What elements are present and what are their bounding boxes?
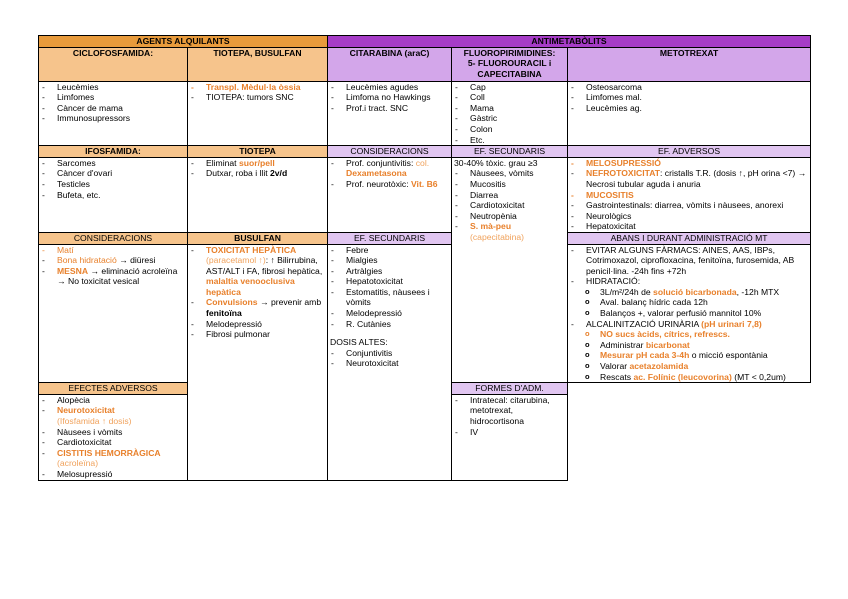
list-item: - Cardiotoxicitat <box>454 200 565 211</box>
list-item: o NO sucs àcids, cítrics, refrescs. <box>584 329 808 340</box>
list-item: - Conjuntivitis <box>330 348 449 359</box>
metotrexat-abans-durant-header: ABANS I DURANT ADMINISTRACIÓ MT <box>568 232 811 244</box>
fluoro-uses-cell <box>452 81 568 146</box>
list-item: - Prof. neurotòxic: Vit. B6 <box>330 179 449 190</box>
indications-row <box>39 81 811 146</box>
list-item: - Leucèmies ag. <box>570 103 808 114</box>
citarabina-ef-secundaris-cell <box>328 244 452 480</box>
list-item: - Melosupressió <box>41 469 185 480</box>
list-item: - Neurotoxicitat (Ifosfamida ↑ dosis) <box>41 405 185 426</box>
efectes-adversos-header: EFECTES ADVERSOS <box>39 383 188 395</box>
list-item: - EVITAR ALGUNS FÀRMACS: AINES, AAS, IBPs, Cotrimoxazol, ciprofloxacina, fenitoïna, furosemida, AB penicil·lina. -24h fins +72h <box>570 245 808 277</box>
list-item: - MUCOSITIS <box>570 190 808 201</box>
list-item: - Colon <box>454 124 565 135</box>
citarabina-uses-cell <box>328 81 452 146</box>
list-item: - TIOTEPA: tumors SNC <box>190 92 325 103</box>
busulfan-cell <box>188 244 328 480</box>
fluoropirimidines-header <box>452 47 568 81</box>
list-item: - Cap <box>454 82 565 93</box>
list-item: - MELOSUPRESSIÓ <box>570 158 808 169</box>
list-item: - Càncer d'ovari <box>41 168 185 179</box>
list-item: - MESNA → eliminació acroleïna → No toxicitat vesical <box>41 266 185 287</box>
citarabina-ef-secundaris-header: EF. SECUNDARIS <box>328 232 452 244</box>
ciclofosfamida-uses-cell <box>39 81 188 146</box>
list-item: - Neurològics <box>570 211 808 222</box>
list-item: o Valorar acetazolamida <box>584 361 808 372</box>
list-item: - Mialgies <box>330 255 449 266</box>
list-item: - Immunosupressors <box>41 113 185 124</box>
list-item: - R. Cutànies <box>330 319 449 330</box>
agents-alquilants-header: AGENTS ALQUILANTS <box>39 36 328 48</box>
list-item: - Limfomes <box>41 92 185 103</box>
tiotepa-header: TIOTEPA <box>188 146 328 158</box>
list-item: - Transpl. Mèdul·la òssia <box>190 82 325 93</box>
list-item: - Gastrointestinals: diarrea, vòmits i nàusees, anorexi <box>570 200 808 211</box>
list-item: - Febre <box>330 245 449 256</box>
list-item: - NEFROTOXICITAT: cristalls T.R. (dosis ↑, pH orina <7) → Necrosi tubular aguda i anuria <box>570 168 808 189</box>
list-item: - Hepatoxicitat <box>570 221 808 232</box>
citarabina-header: CITARABINA (araC) <box>328 47 452 81</box>
tiotepa-uses-cell <box>188 81 328 146</box>
list-item: o 3L/m²/24h de solució bicarbonada, -12h MTX <box>584 287 808 298</box>
content-row-2 <box>39 157 811 232</box>
list-item: - Testicles <box>41 179 185 190</box>
list-item: - Neutropènia <box>454 211 565 222</box>
chemotherapy-table <box>38 35 811 481</box>
list-item: - Osteosarcoma <box>570 82 808 93</box>
list-item: - Hepatotoxicitat <box>330 276 449 287</box>
list-item: - Artràlgies <box>330 266 449 277</box>
metotrexat-header: METOTREXAT <box>568 47 811 81</box>
list-item: - Coll <box>454 92 565 103</box>
list-item: o Aval. balanç hídric cada 12h <box>584 297 808 308</box>
list-item: - Convulsions → prevenir amb fenitoïna <box>190 297 325 318</box>
ifosfamida-header: IFOSFAMIDA: <box>39 146 188 158</box>
list-item: - Diarrea <box>454 190 565 201</box>
list-item: - Neurotoxicitat <box>330 358 449 369</box>
list-item: - Bona hidratació → diüresi <box>41 255 185 266</box>
dosis-altes-title: DOSIS ALTES: <box>330 337 388 348</box>
ifosfamida-uses-cell <box>39 157 188 232</box>
ciclofosfamida-header: CICLOFOSFAMIDA: <box>39 47 188 81</box>
list-item: - Gàstric <box>454 113 565 124</box>
list-item: - Melodepressió <box>190 319 325 330</box>
list-item: - Leucèmies <box>41 82 185 93</box>
section-header-row-2 <box>39 232 811 244</box>
fluoro-line-1: FLUOROPIRIMIDINES: <box>463 47 556 58</box>
list-item: - Bufeta, etc. <box>41 190 185 201</box>
fluoro-line-3: CAPECITABINA <box>477 68 542 79</box>
metotrexat-uses-cell <box>568 81 811 146</box>
list-item: - Mama <box>454 103 565 114</box>
list-item: - Dutxar, roba i llit 2v/d <box>190 168 325 179</box>
list-item: - Sarcomes <box>41 158 185 169</box>
list-item: - Càncer de mama <box>41 103 185 114</box>
list-item: - Cardiotoxicitat <box>41 437 185 448</box>
list-item: - Estomatitis, nàusees i vòmits <box>330 287 449 308</box>
content-row-3 <box>39 244 811 383</box>
list-item: o Administrar bicarbonat <box>584 340 808 351</box>
antimetabolits-header: ANTIMETABÒLITS <box>328 36 811 48</box>
fluoro-line-2: 5- FLUOROURACIL i <box>467 58 552 69</box>
fluoro-ef-secundaris-cell <box>452 157 568 382</box>
list-item: - Fibrosi pulmonar <box>190 329 325 340</box>
list-item: o Rescats ac. Folínic (leucovorina) (MT < 0,2um) <box>584 372 808 383</box>
metotrexat-abans-durant-cell <box>568 244 811 383</box>
formes-adm-cell <box>452 394 568 480</box>
tiotepa-effects-cell <box>188 157 328 232</box>
list-item: - Limfoma no Hawkings <box>330 92 449 103</box>
fluoro-ef-secundaris-header: EF. SECUNDARIS <box>452 146 568 158</box>
list-item: - Limfomes mal. <box>570 92 808 103</box>
list-item: - HIDRATACIÓ: <box>570 276 808 287</box>
ciclofosfamida-adversos-cell <box>39 394 188 480</box>
list-item: - TOXICITAT HEPÀTICA (paracetamol ↑): ↑ Bilirrubina, AST/ALT i FA, fibrosi hepàtica, malaltia venooclusiva hepàtica <box>190 245 325 298</box>
ciclofosfamida-consideracions-cell <box>39 244 188 383</box>
list-item: - Nàusees, vòmits <box>454 168 565 179</box>
list-item: - S. mà-peu (capecitabina) <box>454 221 565 242</box>
metotrexat-ef-adversos-header: EF. ADVERSOS <box>568 146 811 158</box>
section-header-row-1 <box>39 146 811 158</box>
list-item: o Mesurar pH cada 3-4h o micció espontània <box>584 350 808 361</box>
formes-adm-header: FORMES D'ADM. <box>452 383 568 395</box>
fluoro-ef-intro: 30-40% tòxic. grau ≥3 <box>454 157 538 168</box>
metotrexat-ef-adversos-cell <box>568 157 811 232</box>
list-item: - IV <box>454 427 565 438</box>
list-item: - Etc. <box>454 135 565 146</box>
list-item: - Leucèmies agudes <box>330 82 449 93</box>
citarabina-consideracions-header: CONSIDERACIONS <box>328 146 452 158</box>
list-item: - Intratecal: citarubina, metotrexat, hidrocortisona <box>454 395 565 427</box>
list-item: - Mucositis <box>454 179 565 190</box>
busulfan-header: BUSULFAN <box>188 232 328 244</box>
list-item: - Nàusees i vòmits <box>41 427 185 438</box>
list-item: - Matí <box>41 245 185 256</box>
list-item: - Prof. conjuntivitis: col. Dexametasona <box>330 158 449 179</box>
list-item: - Melodepressió <box>330 308 449 319</box>
subheader-row <box>39 47 811 81</box>
list-item: - Prof.i tract. SNC <box>330 103 449 114</box>
citarabina-consideracions-cell <box>328 157 452 232</box>
header-row <box>39 36 811 48</box>
list-item: - Alopècia <box>41 395 185 406</box>
list-item: - ALCALINITZACIÓ URINÀRIA (pH urinari 7,8) <box>570 319 808 330</box>
tiotepa-busulfan-header: TIOTEPA, BUSULFAN <box>188 47 328 81</box>
list-item: o Balanços +, valorar perfusió mannitol 10% <box>584 308 808 319</box>
list-item: - CISTITIS HEMORRÀGICA (acroleïna) <box>41 448 185 469</box>
ciclofosfamida-consideracions-header: CONSIDERACIONS <box>39 232 188 244</box>
list-item: - Eliminat suor/pell <box>190 158 325 169</box>
